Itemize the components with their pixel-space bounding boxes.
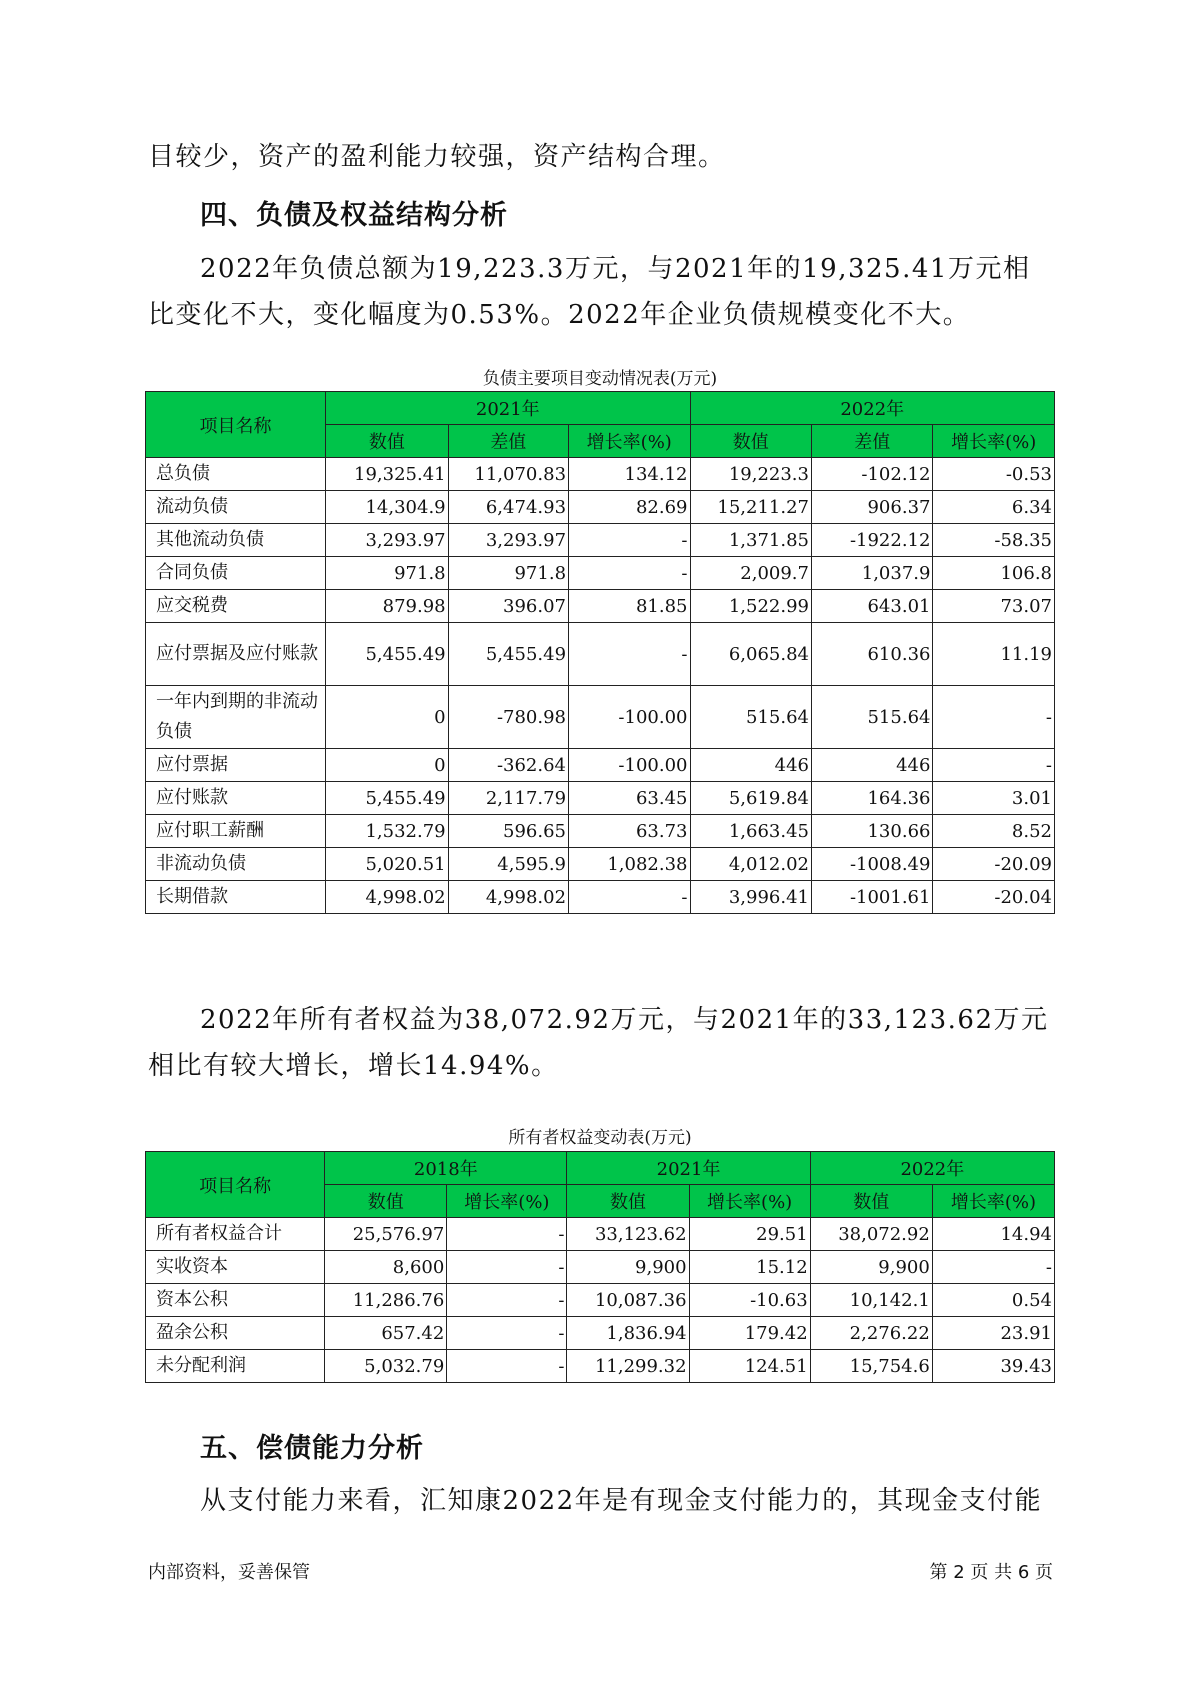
solvency-paragraph: 从支付能力来看，汇知康2022年是有现金支付能力的，其现金支付能 (200, 1486, 1043, 1516)
equity-subheader: 增长率(%) (689, 1185, 810, 1218)
table-cell: 1,371.85 (690, 524, 811, 557)
table-cell: 29.51 (689, 1218, 810, 1251)
table-cell: 515.64 (690, 686, 811, 749)
row-label: 合同负债 (146, 557, 326, 590)
table-cell: -58.35 (933, 524, 1055, 557)
table-cell: -780.98 (448, 686, 568, 749)
liability-subheader: 增长率(%) (569, 425, 690, 458)
table-cell: 11,286.76 (325, 1284, 447, 1317)
table-cell: 39.43 (932, 1350, 1054, 1383)
table-cell: -102.12 (811, 458, 932, 491)
table-row (146, 1284, 1055, 1317)
section-4-title: 四、负债及权益结构分析 (200, 200, 508, 231)
row-label: 盈余公积 (146, 1317, 325, 1350)
table-cell: 4,595.9 (448, 848, 568, 881)
footer-page-number: 第 2 页 共 6 页 (929, 1562, 1053, 1583)
table-cell: 130.66 (811, 815, 932, 848)
table-cell: 10,142.1 (810, 1284, 932, 1317)
table-cell: 6,065.84 (690, 623, 811, 686)
table-cell: - (447, 1317, 567, 1350)
table-cell: 1,082.38 (569, 848, 690, 881)
table-cell: - (569, 881, 690, 914)
table-cell: 515.64 (811, 686, 932, 749)
table-cell: - (447, 1284, 567, 1317)
equity-header-year-2022: 2022年 (810, 1152, 1054, 1185)
table-cell: 14,304.9 (326, 491, 449, 524)
table-row (146, 623, 1055, 686)
equity-summary-paragraph: 2022年所有者权益为38,072.92万元，与2021年的33,123.62万元相比有较大增长，增长14.94%。 (148, 1005, 1049, 1081)
table-row (146, 782, 1055, 815)
table-cell: 164.36 (811, 782, 932, 815)
row-label: 非流动负债 (146, 848, 326, 881)
table-cell: -362.64 (448, 749, 568, 782)
row-label: 实收资本 (146, 1251, 325, 1284)
table-cell: 879.98 (326, 590, 449, 623)
table-cell: 1,532.79 (326, 815, 449, 848)
row-label: 应付职工薪酬 (146, 815, 326, 848)
table-row (146, 1218, 1055, 1251)
row-label: 应交税费 (146, 590, 326, 623)
table-cell: - (447, 1218, 567, 1251)
table-cell: 9,900 (567, 1251, 689, 1284)
equity-table (145, 1151, 1055, 1383)
table-cell: 4,998.02 (326, 881, 449, 914)
table-cell: 446 (690, 749, 811, 782)
table-cell: 38,072.92 (810, 1218, 932, 1251)
table-cell: 906.37 (811, 491, 932, 524)
section-5-title: 五、偿债能力分析 (200, 1433, 424, 1464)
row-label: 其他流动负债 (146, 524, 326, 557)
table-cell: 134.12 (569, 458, 690, 491)
table-cell: 596.65 (448, 815, 568, 848)
table-row (146, 686, 1055, 749)
table-cell: 25,576.97 (325, 1218, 447, 1251)
liability-subheader: 差值 (811, 425, 932, 458)
table-cell: 11.19 (933, 623, 1055, 686)
table-cell: 4,012.02 (690, 848, 811, 881)
table-cell: 9,900 (810, 1251, 932, 1284)
equity-subheader: 增长率(%) (932, 1185, 1054, 1218)
table-cell: 1,663.45 (690, 815, 811, 848)
table-cell: 971.8 (448, 557, 568, 590)
table-cell: 643.01 (811, 590, 932, 623)
table-cell: -1001.61 (811, 881, 932, 914)
table-cell: 6.34 (933, 491, 1055, 524)
row-label: 所有者权益合计 (146, 1218, 325, 1251)
equity-header-year-2021: 2021年 (567, 1152, 810, 1185)
table-cell: 15.12 (689, 1251, 810, 1284)
table-cell: 19,325.41 (326, 458, 449, 491)
row-label: 一年内到期的非流动负债 (146, 686, 326, 749)
equity-header-year-2018: 2018年 (325, 1152, 567, 1185)
liability-subheader: 差值 (448, 425, 568, 458)
table-cell: 81.85 (569, 590, 690, 623)
table-row (146, 458, 1055, 491)
liability-header-year-2021: 2021年 (326, 392, 690, 425)
table-cell: -1008.49 (811, 848, 932, 881)
liability-header-year-2022: 2022年 (690, 392, 1055, 425)
table-cell: 11,299.32 (567, 1350, 689, 1383)
table-cell: - (447, 1251, 567, 1284)
table-cell: 396.07 (448, 590, 568, 623)
table-cell: - (932, 1251, 1054, 1284)
table-cell: 3,293.97 (448, 524, 568, 557)
footer-confidential-note: 内部资料，妥善保管 (148, 1562, 310, 1583)
table-cell: - (569, 524, 690, 557)
table-cell: 0 (326, 686, 449, 749)
table-row (146, 1350, 1055, 1383)
equity-subheader: 数值 (325, 1185, 447, 1218)
liability-subheader: 数值 (690, 425, 811, 458)
liability-table (145, 391, 1055, 914)
table-cell: 73.07 (933, 590, 1055, 623)
row-label: 应付票据及应付账款 (146, 623, 326, 686)
table-row (146, 848, 1055, 881)
table-cell: 1,522.99 (690, 590, 811, 623)
intro-tail-paragraph: 目较少，资产的盈利能力较强，资产结构合理。 (148, 142, 726, 172)
table-cell: 14.94 (932, 1218, 1054, 1251)
table-row (146, 590, 1055, 623)
table-row (146, 524, 1055, 557)
table-row (146, 749, 1055, 782)
table-cell: 446 (811, 749, 932, 782)
liability-summary-paragraph: 2022年负债总额为19,223.3万元，与2021年的19,325.41万元相比变化不大，变化幅度为0.53%。2022年企业负债规模变化不大。 (148, 254, 1031, 330)
table-cell: -10.63 (689, 1284, 810, 1317)
table-cell: 124.51 (689, 1350, 810, 1383)
liability-subheader: 增长率(%) (933, 425, 1055, 458)
table-cell: - (447, 1350, 567, 1383)
table-cell: 179.42 (689, 1317, 810, 1350)
table-cell: 5,020.51 (326, 848, 449, 881)
table-cell: 15,754.6 (810, 1350, 932, 1383)
liability-table-caption: 负债主要项目变动情况表(万元) (482, 369, 718, 389)
row-label: 流动负债 (146, 491, 326, 524)
table-cell: 1,836.94 (567, 1317, 689, 1350)
table-row (146, 1317, 1055, 1350)
table-cell: 33,123.62 (567, 1218, 689, 1251)
table-cell: 1,037.9 (811, 557, 932, 590)
table-row (146, 1251, 1055, 1284)
table-cell: 106.8 (933, 557, 1055, 590)
table-cell: - (569, 623, 690, 686)
table-cell: 5,619.84 (690, 782, 811, 815)
row-label: 资本公积 (146, 1284, 325, 1317)
table-cell: 19,223.3 (690, 458, 811, 491)
table-cell: 3,996.41 (690, 881, 811, 914)
table-cell: 2,117.79 (448, 782, 568, 815)
table-cell: -100.00 (569, 749, 690, 782)
table-cell: 5,032.79 (325, 1350, 447, 1383)
table-cell: 657.42 (325, 1317, 447, 1350)
table-cell: 5,455.49 (448, 623, 568, 686)
equity-subheader: 数值 (567, 1185, 689, 1218)
table-cell: 82.69 (569, 491, 690, 524)
row-label: 总负债 (146, 458, 326, 491)
row-label: 长期借款 (146, 881, 326, 914)
table-cell: 0 (326, 749, 449, 782)
row-label: 应付票据 (146, 749, 326, 782)
table-cell: - (933, 749, 1055, 782)
table-cell: 610.36 (811, 623, 932, 686)
table-cell: 2,276.22 (810, 1317, 932, 1350)
equity-subheader: 数值 (810, 1185, 932, 1218)
table-cell: -1922.12 (811, 524, 932, 557)
table-cell: -20.04 (933, 881, 1055, 914)
table-row (146, 815, 1055, 848)
table-row (146, 491, 1055, 524)
table-cell: 971.8 (326, 557, 449, 590)
table-row (146, 881, 1055, 914)
liability-subheader: 数值 (326, 425, 449, 458)
equity-subheader: 增长率(%) (447, 1185, 567, 1218)
liability-header-name: 项目名称 (146, 392, 326, 458)
table-cell: 5,455.49 (326, 623, 449, 686)
table-cell: - (569, 557, 690, 590)
table-cell: 63.45 (569, 782, 690, 815)
equity-header-name: 项目名称 (146, 1152, 325, 1218)
table-cell: 4,998.02 (448, 881, 568, 914)
table-cell: 2,009.7 (690, 557, 811, 590)
row-label: 未分配利润 (146, 1350, 325, 1383)
table-cell: 6,474.93 (448, 491, 568, 524)
table-cell: 8,600 (325, 1251, 447, 1284)
table-cell: 10,087.36 (567, 1284, 689, 1317)
table-cell: 15,211.27 (690, 491, 811, 524)
row-label: 应付账款 (146, 782, 326, 815)
table-cell: 3,293.97 (326, 524, 449, 557)
table-cell: 63.73 (569, 815, 690, 848)
table-cell: 11,070.83 (448, 458, 568, 491)
table-cell: 5,455.49 (326, 782, 449, 815)
table-cell: -100.00 (569, 686, 690, 749)
table-cell: 3.01 (933, 782, 1055, 815)
equity-table-caption: 所有者权益变动表(万元) (508, 1128, 692, 1148)
table-cell: -20.09 (933, 848, 1055, 881)
table-cell: 23.91 (932, 1317, 1054, 1350)
table-cell: - (933, 686, 1055, 749)
table-cell: 0.54 (932, 1284, 1054, 1317)
table-row (146, 557, 1055, 590)
table-cell: -0.53 (933, 458, 1055, 491)
table-cell: 8.52 (933, 815, 1055, 848)
